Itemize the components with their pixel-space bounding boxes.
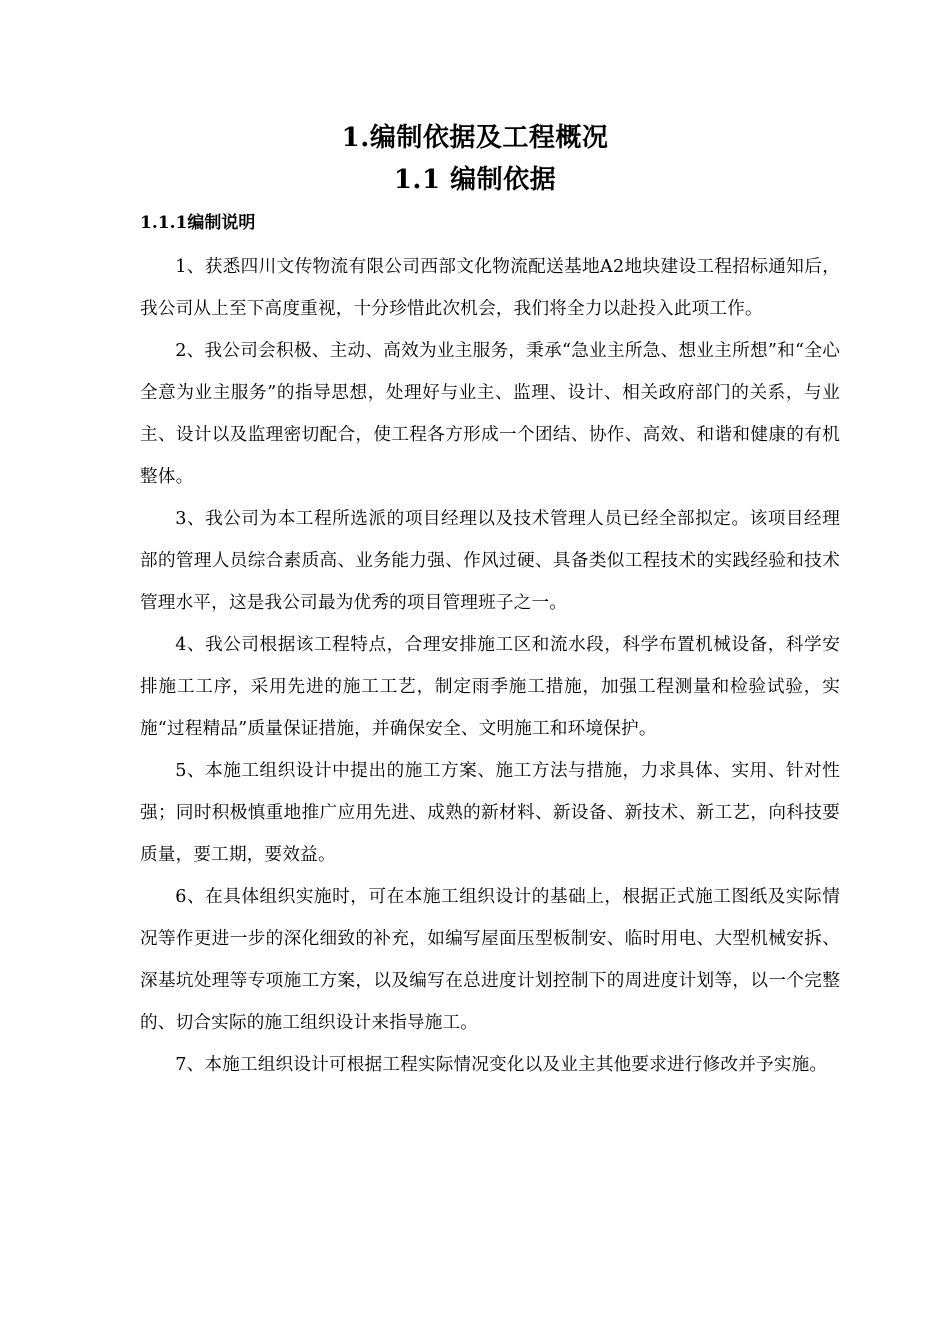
chapter-title: 1.编制依据及工程概况 [341, 123, 609, 153]
paragraph-2: 2、我公司会积极、主动、高效为业主服务，秉承“急业主所急、想业主所想”和“全心全意为业主服务”的指导思想，处理好与业主、监理、设计、相关政府部门的关系，与业主、设计以及监理密切配合，使工程各方形成一个团结、协作、高效、和谐和健康的有机整体。 [140, 341, 840, 487]
paragraph-6: 6、在具体组织实施时，可在本施工组织设计的基础上，根据正式施工图纸及实际情况等作更进一步的深化细致的补充，如编写屋面压型板制安、临时用电、大型机械安拆、深基坑处理等专项施工方案，以及编写在总进度计划控制下的周进度计划等，以一个完整的、切合实际的施工组织设计来指导施工。 [140, 887, 840, 1033]
subsection-heading: 1.1.1编制说明 [140, 213, 256, 233]
section-title: 1.1 编制依据 [393, 165, 557, 195]
document-body [140, 246, 840, 1086]
paragraph-4: 4、我公司根据该工程特点，合理安排施工区和流水段，科学布置机械设备，科学安排施工工序，采用先进的施工工艺，制定雨季施工措施，加强工程测量和检验试验，实施“过程精品”质量保证措施，并确保安全、文明施工和环境保护。 [140, 635, 840, 739]
paragraph-5: 5、本施工组织设计中提出的施工方案、施工方法与措施，力求具体、实用、针对性强；同时积极慎重地推广应用先进、成熟的新材料、新设备、新技术、新工艺，向科技要质量，要工期，要效益。 [140, 761, 840, 865]
paragraph-1: 1、获悉四川文传物流有限公司西部文化物流配送基地A2地块建设工程招标通知后，我公司从上至下高度重视，十分珍惜此次机会，我们将全力以赴投入此项工作。 [140, 257, 840, 319]
paragraph-7: 7、本施工组织设计可根据工程实际情况变化以及业主其他要求进行修改并予实施。 [175, 1055, 828, 1075]
paragraph-3: 3、我公司为本工程所选派的项目经理以及技术管理人员已经全部拟定。该项目经理部的管理人员综合素质高、业务能力强、作风过硬、具备类似工程技术的实践经验和技术管理水平，这是我公司最为优秀的项目管理班子之一。 [140, 509, 840, 613]
